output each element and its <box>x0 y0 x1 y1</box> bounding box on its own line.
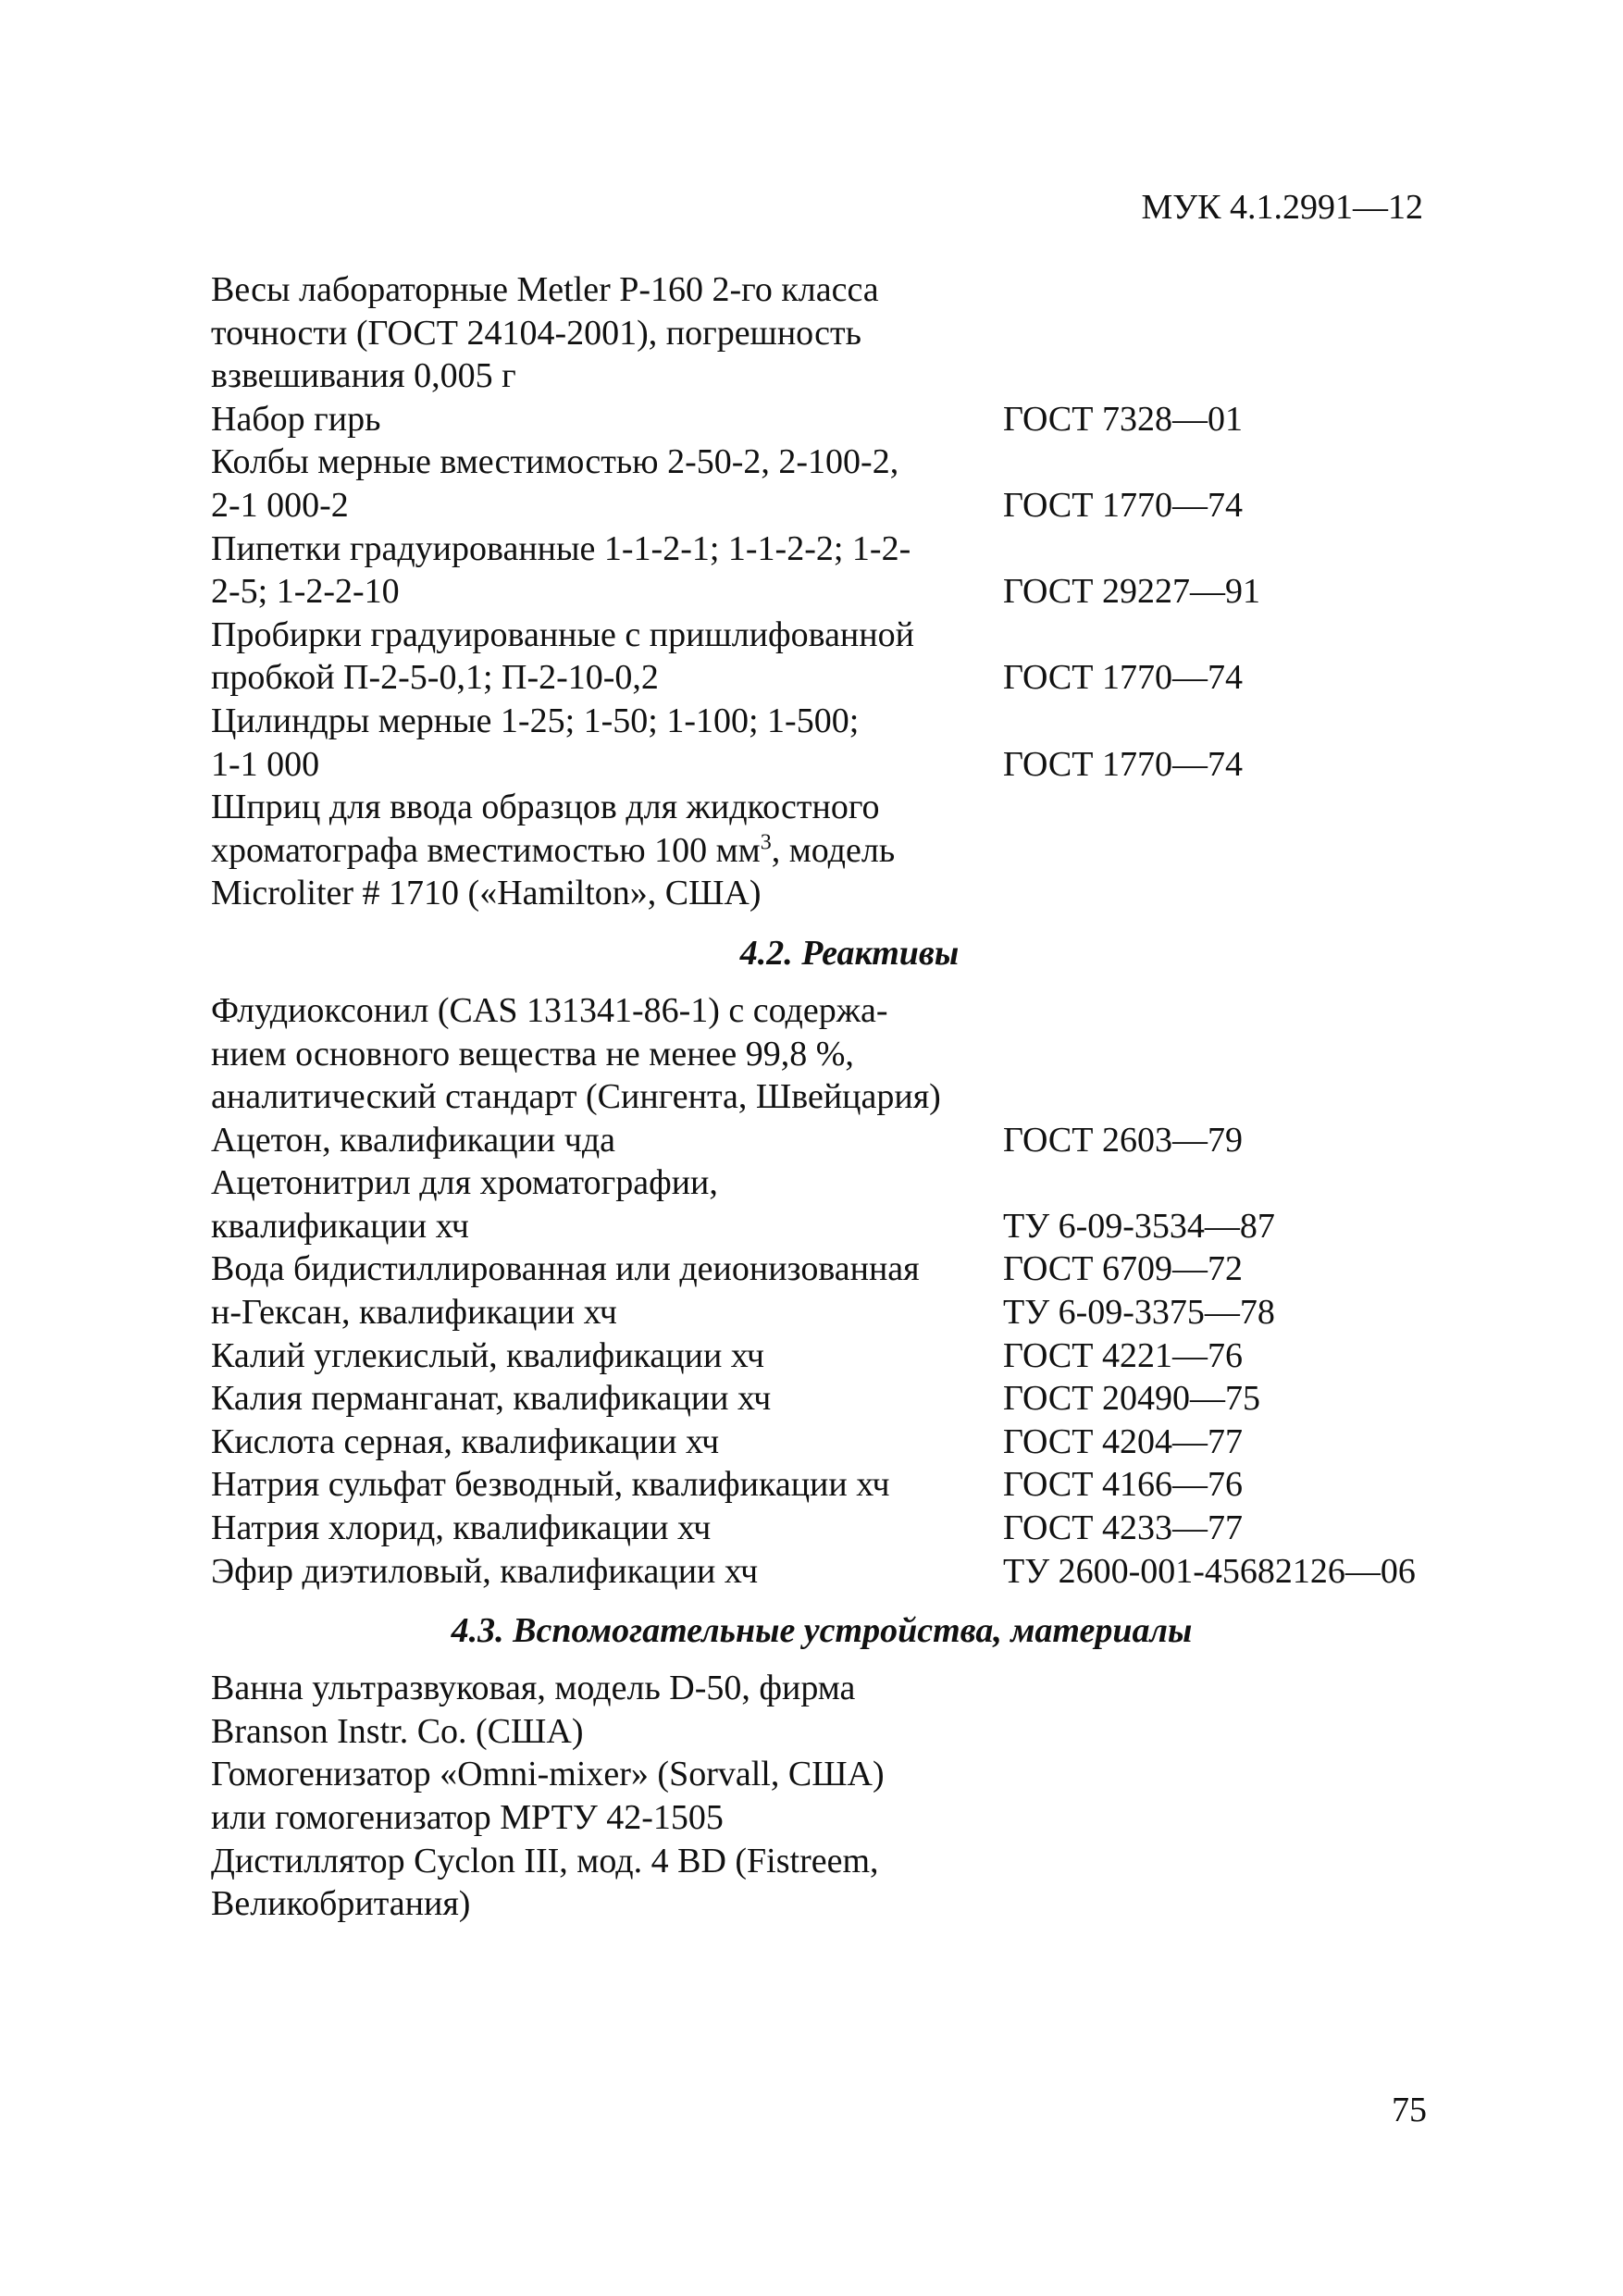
equipment-item-description <box>211 398 1003 441</box>
equipment-item-standard: ГОСТ 1770—74 <box>1003 485 1243 525</box>
equipment-item <box>211 268 1432 398</box>
syringe-line-1: Шприц для ввода образцов для жидкостного <box>211 788 880 827</box>
equipment-item-standard: ГОСТ 1770—74 <box>1003 658 1243 698</box>
reagent-item-line: нием основного вещества не менее 99,8 %, <box>211 1034 854 1074</box>
reagent-item-line: Флудиоксонил (CAS 131341-86-1) с содержа- <box>211 990 888 1030</box>
reagent-item-description <box>211 1119 1003 1162</box>
reagent-item <box>211 1377 1432 1421</box>
section-heading-reagents: 4.2. Реактивы <box>739 933 960 973</box>
auxiliary-item-description <box>211 1667 1003 1753</box>
reagent-item-description <box>211 1291 1003 1334</box>
reagent-item-description <box>211 1161 1003 1247</box>
reagent-item-line: аналитический стандарт (Сингента, Швейцария) <box>211 1077 941 1117</box>
section-heading-auxiliary: 4.3. Вспомогательные устройства, материалы <box>451 1611 1193 1651</box>
reagent-item-line: Натрия сульфат безводный, квалификации хч <box>211 1465 890 1505</box>
reagent-item-line: Калия перманганат, квалификации хч <box>211 1379 772 1419</box>
auxiliary-item-line: или гомогенизатор МРТУ 42-1505 <box>211 1798 724 1837</box>
syringe-entry <box>211 786 1432 915</box>
reagent-item <box>211 1550 1432 1594</box>
equipment-item-description <box>211 441 1003 527</box>
running-header: МУК 4.1.2991—12 <box>1141 188 1423 227</box>
reagents-list <box>211 989 1432 1593</box>
reagent-item-line: Ацетон, квалификации чда <box>211 1120 616 1160</box>
equipment-item-standard: ГОСТ 1770—74 <box>1003 744 1243 784</box>
reagent-item-standard: ГОСТ 4221—76 <box>1003 1335 1243 1375</box>
auxiliary-item <box>211 1840 1432 1926</box>
equipment-item-description <box>211 614 1003 700</box>
syringe-line-2 <box>211 829 1003 873</box>
auxiliary-item-line: Дистиллятор Cyclon III, мод. 4 BD (Fistreem, <box>211 1841 879 1880</box>
syringe-line-2-tail: , модель <box>771 830 896 870</box>
reagent-item-standard: ТУ 6-09-3534—87 <box>1003 1206 1275 1246</box>
reagent-item-description <box>211 1334 1003 1378</box>
equipment-item-description <box>211 527 1003 614</box>
equipment-item-description <box>211 700 1003 786</box>
syringe-line-2-text: хроматографа вместимостью 100 мм <box>211 830 761 870</box>
reagent-item-line: Натрия хлорид, квалификации хч <box>211 1508 712 1548</box>
equipment-item-line: Набор гирь <box>211 399 381 439</box>
auxiliary-item-line: Ванна ультразвуковая, модель D-50, фирма <box>211 1669 856 1708</box>
reagent-item-line: Эфир диэтиловый, квалификации хч <box>211 1551 759 1591</box>
auxiliary-item-line: Branson Instr. Co. (США) <box>211 1711 584 1751</box>
reagent-item-standard: ГОСТ 4233—77 <box>1003 1508 1243 1548</box>
reagent-item-standard: ТУ 2600-001-45682126—06 <box>1003 1551 1416 1591</box>
equipment-item-line: 2-1 000-2 <box>211 485 349 525</box>
page-content <box>211 268 1432 1926</box>
syringe-description <box>211 786 1003 915</box>
reagent-item-line: Вода бидистиллированная или деионизованная <box>211 1249 920 1289</box>
reagent-item-description <box>211 1421 1003 1464</box>
reagent-item-line: н-Гексан, квалификации хч <box>211 1293 617 1333</box>
auxiliary-item-line: Великобритания) <box>211 1884 471 1924</box>
reagent-item-standard: ГОСТ 2603—79 <box>1003 1120 1243 1160</box>
reagent-item-standard: ГОСТ 4204—77 <box>1003 1421 1243 1461</box>
reagent-item-standard: ГОСТ 20490—75 <box>1003 1379 1260 1419</box>
equipment-item-line: Пробирки градуированные с пришлифованной <box>211 614 914 654</box>
equipment-item-line: 1-1 000 <box>211 744 320 784</box>
equipment-item <box>211 614 1432 700</box>
reagent-item <box>211 1161 1432 1247</box>
equipment-list <box>211 268 1432 786</box>
reagent-item-standard: ТУ 6-09-3375—78 <box>1003 1293 1275 1333</box>
equipment-item-description <box>211 268 1003 398</box>
reagent-item-standard: ГОСТ 4166—76 <box>1003 1465 1243 1505</box>
auxiliary-item <box>211 1753 1432 1839</box>
reagent-item-line: Калий углекислый, квалификации хч <box>211 1335 764 1375</box>
reagent-item-description <box>211 1377 1003 1421</box>
reagent-item <box>211 989 1432 1119</box>
reagent-item <box>211 1119 1432 1162</box>
equipment-item-line: Весы лабораторные Metler P-160 2-го класса <box>211 270 879 309</box>
page-number: 75 <box>1392 2091 1427 2129</box>
reagent-item-description <box>211 1247 1003 1291</box>
syringe-line-3: Microliter # 1710 («Hamilton», США) <box>211 874 762 913</box>
reagent-item <box>211 1421 1432 1464</box>
equipment-item <box>211 700 1432 786</box>
reagent-item <box>211 1463 1432 1507</box>
reagent-item-line: квалификации хч <box>211 1206 469 1246</box>
reagent-item <box>211 1334 1432 1378</box>
reagent-item-description <box>211 989 1003 1119</box>
equipment-item <box>211 441 1432 527</box>
reagent-item-line: Кислота серная, квалификации хч <box>211 1421 720 1461</box>
auxiliary-list <box>211 1667 1432 1926</box>
equipment-item-line: Пипетки градуированные 1-1-2-1; 1-1-2-2; 1-2- <box>211 528 911 568</box>
reagent-item <box>211 1247 1432 1291</box>
equipment-item-line: 2-5; 1-2-2-10 <box>211 572 400 612</box>
reagent-item-description <box>211 1507 1003 1550</box>
auxiliary-item <box>211 1667 1432 1753</box>
equipment-item-line: точности (ГОСТ 24104-2001), погрешность <box>211 313 861 353</box>
equipment-item-line: взвешивания 0,005 г <box>211 356 516 396</box>
equipment-item <box>211 398 1432 441</box>
auxiliary-item-line: Гомогенизатор «Omni-mixer» (Sorvall, США) <box>211 1755 885 1794</box>
equipment-item-line: Колбы мерные вместимостью 2-50-2, 2-100-2, <box>211 442 899 482</box>
equipment-item-standard: ГОСТ 29227—91 <box>1003 572 1260 612</box>
reagent-item-description <box>211 1550 1003 1594</box>
syringe-superscript: 3 <box>760 830 772 855</box>
reagent-item <box>211 1507 1432 1550</box>
reagent-item-line: Ацетонитрил для хроматографии, <box>211 1163 718 1203</box>
auxiliary-item-description <box>211 1753 1003 1839</box>
reagent-item-standard: ГОСТ 6709—72 <box>1003 1249 1243 1289</box>
equipment-item-standard: ГОСТ 7328—01 <box>1003 399 1243 439</box>
equipment-item-line: Цилиндры мерные 1-25; 1-50; 1-100; 1-500; <box>211 701 860 740</box>
auxiliary-item-description <box>211 1840 1003 1926</box>
equipment-item <box>211 527 1432 614</box>
reagent-item-description <box>211 1463 1003 1507</box>
reagent-item <box>211 1291 1432 1334</box>
equipment-item-line: пробкой П-2-5-0,1; П-2-10-0,2 <box>211 658 659 698</box>
